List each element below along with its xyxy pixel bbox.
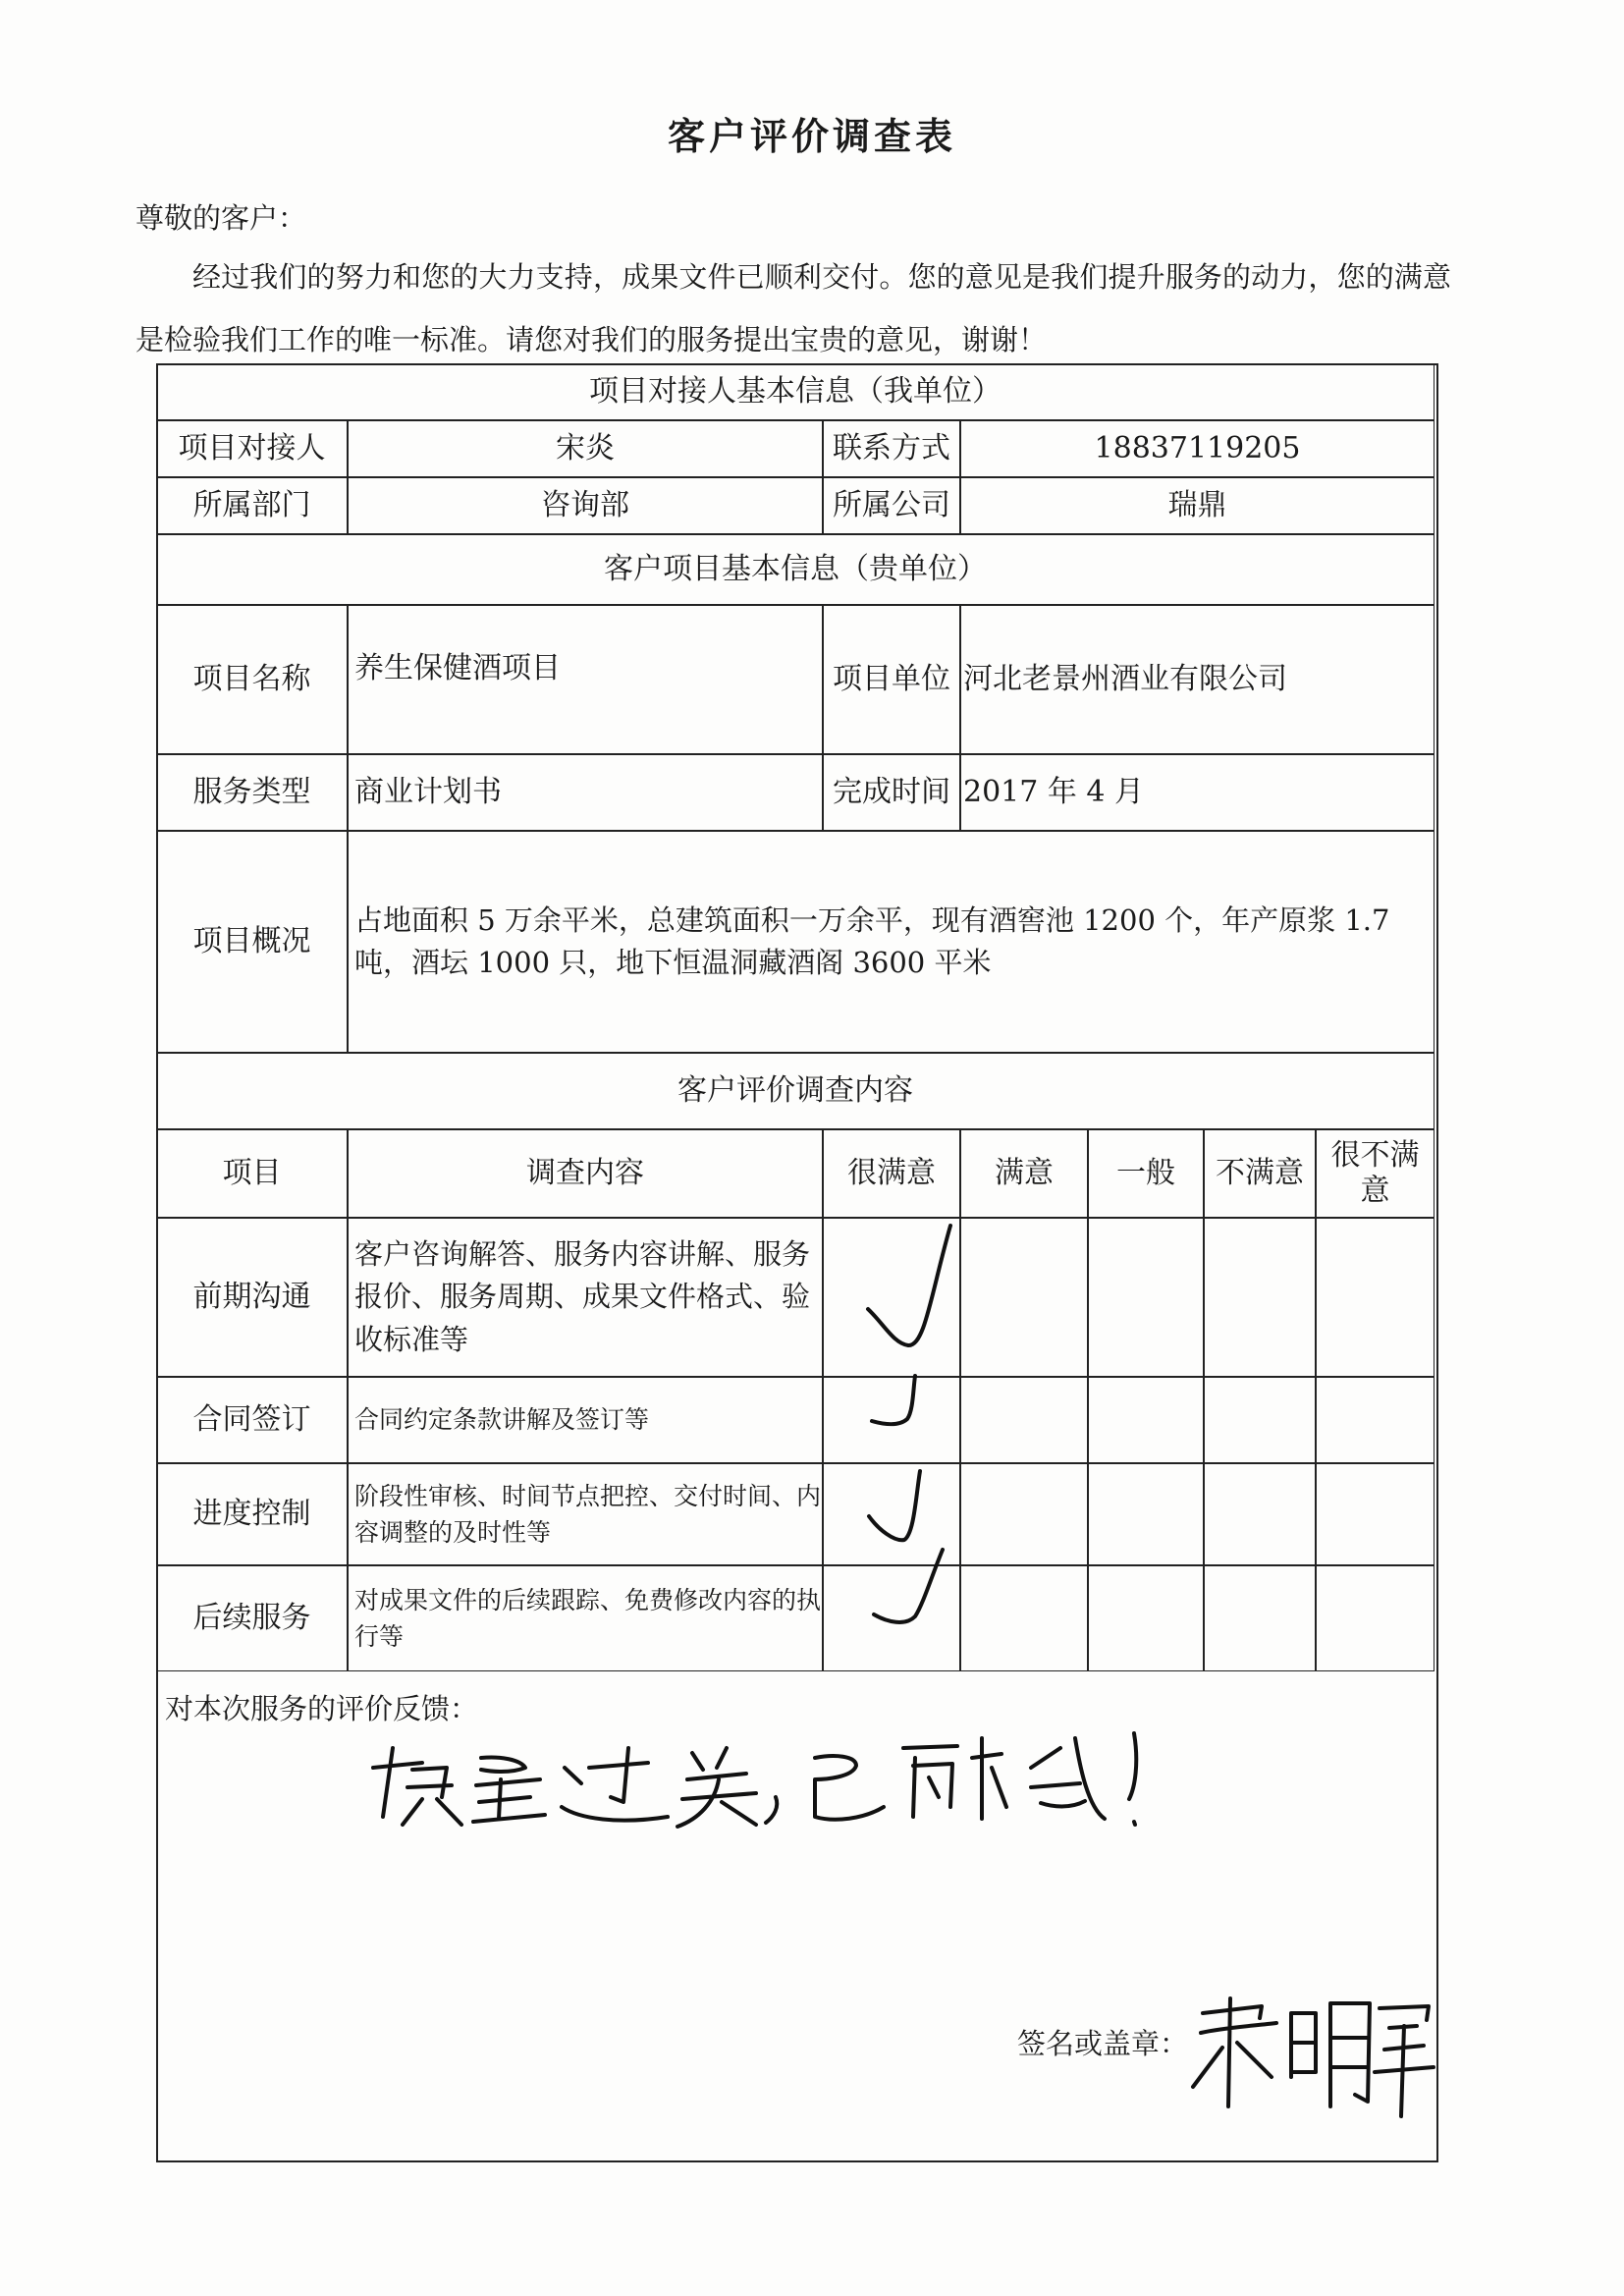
row-item-label: 进度控制 (156, 1463, 348, 1565)
project-unit-value: 河北老景州酒业有限公司 (960, 605, 1435, 754)
col-header-content: 调查内容 (348, 1129, 823, 1218)
row-content: 客户咨询解答、服务内容讲解、服务报价、服务周期、成果文件格式、验收标准等 (348, 1218, 823, 1377)
row-item-label: 后续服务 (156, 1565, 348, 1671)
section-header-our-info: 项目对接人基本信息（我单位） (156, 363, 1435, 420)
intro-paragraph: 经过我们的努力和您的大力支持，成果文件已顺利交付。您的意见是我们提升服务的动力，您的满意是检验我们工作的唯一标准。请您对我们的服务提出宝贵的意见，谢谢！ (135, 260, 1451, 356)
rating-cell-satisfied[interactable] (960, 1218, 1088, 1377)
rating-cell-very-dissatisfied[interactable] (1316, 1463, 1435, 1565)
department-label: 所属部门 (156, 477, 348, 534)
phone-value: 18837119205 (960, 420, 1435, 477)
check-mark-icon (854, 1216, 962, 1377)
col-header-item: 项目 (156, 1129, 348, 1218)
rating-cell-very-dissatisfied[interactable] (1316, 1377, 1435, 1463)
rating-cell-dissatisfied[interactable] (1204, 1463, 1316, 1565)
row-content: 对成果文件的后续跟踪、免费修改内容的执行等 (348, 1565, 823, 1671)
rating-cell-satisfied[interactable] (960, 1377, 1088, 1463)
row-content: 合同约定条款讲解及签订等 (348, 1377, 823, 1463)
service-type-label: 服务类型 (156, 754, 348, 831)
company-value: 瑞鼎 (960, 477, 1435, 534)
overview-label: 项目概况 (156, 831, 348, 1053)
rating-cell-neutral[interactable] (1088, 1377, 1204, 1463)
col-header-very-satisfied: 很满意 (823, 1129, 960, 1218)
rating-cell-dissatisfied[interactable] (1204, 1218, 1316, 1377)
row-item-label: 合同签订 (156, 1377, 348, 1463)
page-title: 客户评价调查表 (667, 115, 956, 158)
handwritten-feedback (353, 1709, 1159, 1850)
company-label: 所属公司 (823, 477, 960, 534)
signature-label: 签名或盖章： (1017, 2027, 1189, 2060)
rating-cell-dissatisfied[interactable] (1204, 1565, 1316, 1671)
contact-person-label: 项目对接人 (156, 420, 348, 477)
rating-cell-neutral[interactable] (1088, 1565, 1204, 1671)
rating-cell-neutral[interactable] (1088, 1218, 1204, 1377)
check-mark-icon (864, 1370, 943, 1452)
col-header-very-dissatisfied: 很不满意 (1316, 1129, 1435, 1218)
project-unit-label: 项目单位 (823, 605, 960, 754)
section-header-survey: 客户评价调查内容 (156, 1053, 1435, 1129)
project-name-value: 养生保健酒项目 (348, 605, 823, 754)
check-mark-icon (864, 1544, 952, 1646)
service-type-value: 商业计划书 (348, 754, 823, 831)
col-header-dissatisfied: 不满意 (1204, 1129, 1316, 1218)
project-name-label: 项目名称 (156, 605, 348, 754)
section-header-client-info: 客户项目基本信息（贵单位） (156, 534, 1435, 605)
handwritten-signature (1183, 1969, 1438, 2130)
overview-value: 占地面积 5 万余平米，总建筑面积一万余平，现有酒窖池 1200 个，年产原浆 1.7 吨，酒坛 1000 只，地下恒温洞藏酒阁 3600 平米 (348, 831, 1435, 1053)
rating-cell-satisfied[interactable] (960, 1463, 1088, 1565)
feedback-label: 对本次服务的评价反馈： (165, 1692, 479, 1725)
rating-cell-satisfied[interactable] (960, 1565, 1088, 1671)
completion-time-label: 完成时间 (823, 754, 960, 831)
greeting: 尊敬的客户： (135, 201, 307, 235)
completion-time-value: 2017 年 4 月 (960, 754, 1435, 831)
rating-cell-very-dissatisfied[interactable] (1316, 1218, 1435, 1377)
phone-label: 联系方式 (823, 420, 960, 477)
col-header-neutral: 一般 (1088, 1129, 1204, 1218)
row-content: 阶段性审核、时间节点把控、交付时间、内容调整的及时性等 (348, 1463, 823, 1565)
col-header-satisfied: 满意 (960, 1129, 1088, 1218)
row-item-label: 前期沟通 (156, 1218, 348, 1377)
rating-cell-very-dissatisfied[interactable] (1316, 1565, 1435, 1671)
rating-cell-neutral[interactable] (1088, 1463, 1204, 1565)
contact-person-value: 宋炎 (348, 420, 823, 477)
rating-cell-dissatisfied[interactable] (1204, 1377, 1316, 1463)
department-value: 咨询部 (348, 477, 823, 534)
